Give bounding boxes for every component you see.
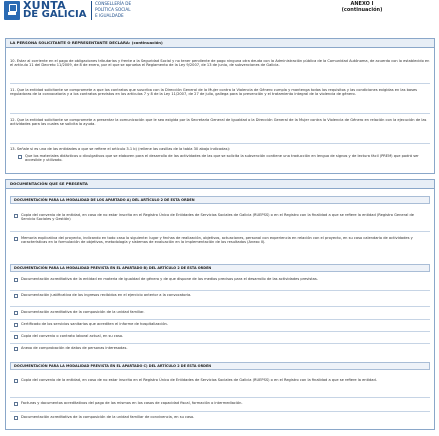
declaration-checkbox[interactable] [18, 155, 22, 159]
divider [10, 306, 430, 307]
divider [10, 331, 430, 332]
department-line: CONSELLERÍA DE [95, 1, 132, 6]
document-checkbox[interactable] [14, 323, 18, 327]
declaration-item: 12. Que la entidad solicitante se compromete a presentar la comunicación que le sea exigida por la Secretaría General de Igualdad o la Dirección General de la Mujer contra la Violencia de Género en relación con la ejecución de las actividades para las cuales se solicita la ayuda. [10, 118, 427, 127]
document-checkbox[interactable] [14, 278, 18, 282]
document-item: Copia del convenio o contrato laboral actual, en su caso. [21, 334, 124, 338]
org-name: XUNTA [23, 0, 66, 12]
declaration-item: 11. Que la entidad solicitante se compromete a que los contratos que suscriba con la Dirección General de la Mujer contra la Violencia de Género cumpla y mantenga todos los requisitos y las condiciones exigidas en las bases reguladoras de la convocatoria y a los contratos previstos en los artículos 7 y 8 de la Ley 11/2007, de 27 de julio, gallega para la prevención y el tratamiento integral de la violencia de género. [10, 88, 418, 97]
document-item: Facturas y documentos acreditativos del pago de los mismos en los casos de capacidad fiscal, formación o intermediación. [21, 401, 243, 405]
document-checkbox[interactable] [14, 237, 18, 241]
divider [10, 290, 430, 291]
document-item: Documentación acreditativa de la composición de la unidad familiar. [21, 310, 145, 314]
document-item: Copia del convenio de la entidad, en caso de no estar inscrita en el Registro Único de Entidades de Servicios Sociales de Galicia (RUEPSS) o en el Registro con la finalidad a que se refiere la entidad. [21, 378, 377, 382]
divider [10, 143, 430, 144]
annex-subtitle: (continuación) [341, 7, 383, 13]
document-checkbox[interactable] [14, 335, 18, 339]
divider [10, 319, 430, 320]
document-checkbox[interactable] [14, 416, 18, 420]
documentation-section [5, 179, 435, 430]
xunta-logo-icon [4, 1, 20, 20]
document-item: Documentación acreditativa de la entidad en materia de igualdad de género y de que dispone de los medios precisos para el desarrollo de las actividades previstas. [21, 277, 318, 281]
divider [10, 397, 430, 398]
divider [10, 411, 430, 412]
document-checkbox[interactable] [14, 402, 18, 406]
document-item: Documentación acreditativa de la composición de la unidad familiar de convivencia, en su caso. [21, 415, 195, 419]
declaration-item: 13. Señale si es una de las entidades a que se refiere el artículo 3.1 b) (rellene las casillas de la tabla 30 abajo indicadas): [10, 147, 231, 151]
divider [10, 231, 430, 232]
divider [10, 113, 430, 114]
divider [10, 343, 430, 344]
document-item: Certificado de los servicios sanitarios que acrediten el informe de hospitalización. [21, 322, 168, 326]
modality-c-heading: DOCUMENTACIÓN PARA LA MODALIDAD PREVISTA EN EL APARTADO C) DEL ARTÍCULO 2 DE ESTA ORDEN [10, 362, 430, 370]
org-name-line2: DE GALICIA [23, 9, 87, 20]
document-checkbox[interactable] [14, 347, 18, 351]
divider [10, 83, 430, 84]
declaration-item: 10. Estar al corriente en el pago de obligaciones tributarias y frente a la Seguridad Social y no tener pendiente de pago ninguna otra deuda con la Administración pública de la Comunidad Autónoma, de acuerdo con lo establecido en el artículo 11 del Decreto 11/2009, de 8 de enero, por el que se aprueba el Reglamento de la Ley 9/2007, de 13 de junio, de subvenciones de Galicia. [10, 59, 430, 68]
document-item: Copia del convenio de la entidad, en caso de no estar inscrita en el Registro Único de Entidades de Servicios Sociales de Galicia (RUEPSS) o en el Registro con la finalidad a que se refiere la entidad (Registro General de Servicio Sociales y Gestión) [21, 213, 414, 222]
modality-a-heading: DOCUMENTACIÓN PARA LA MODALIDAD DE LOS APARTADO A) DEL ARTÍCULO 2 DE ESTA ORDEN [10, 196, 430, 204]
department-line: POLÍTICA SOCIAL [95, 7, 131, 12]
document-checkbox[interactable] [14, 294, 18, 298]
document-checkbox[interactable] [14, 379, 18, 383]
document-item: Anexo de comprobación de datos de personas interesadas. [21, 346, 128, 350]
documentation-title: DOCUMENTACIÓN QUE SE PRESENTA [6, 180, 434, 189]
declaration-title: LA PERSONA SOLICITANTE O REPRESENTANTE DECLARA: (continuación) [6, 39, 434, 48]
declaration-section [5, 38, 435, 174]
annex-label [337, 1, 387, 13]
annex-title: ANEXO I [350, 1, 374, 7]
modality-b-heading: DOCUMENTACIÓN PARA LA MODALIDAD PREVISTA EN EL APARTADO B) DEL ARTÍCULO 2 DE ESTA ORDEN [10, 264, 430, 272]
department-line: E IGUALDADE [95, 13, 124, 18]
header-divider [91, 1, 92, 20]
declaration-item: Que los materiales didácticos o divulgativos que se elaboren para el desarrollo de las actividades de las que se solicita la subvención contiene una traducción en lengua de signos y de lectura fácil (PREM) que podrá ser accesible y utilizado. [25, 154, 419, 163]
document-item: Memoria explicativa del proyecto, indicando en todo caso lo siguiente: lugar y fechas de realización, objetivos, actuaciones, personal con experiencia en relación con el proyecto, en su caso calendario de actividades y características en la formulación de objetivos, metodología y sistemas de evaluación en la implementación de los resultados (Anexo II). [21, 236, 413, 245]
document-item: Documentación justificativa de los ingresos recibidos en el ejercicio anterior a la convocatoria. [21, 293, 192, 297]
document-checkbox[interactable] [14, 214, 18, 218]
document-checkbox[interactable] [14, 311, 18, 315]
